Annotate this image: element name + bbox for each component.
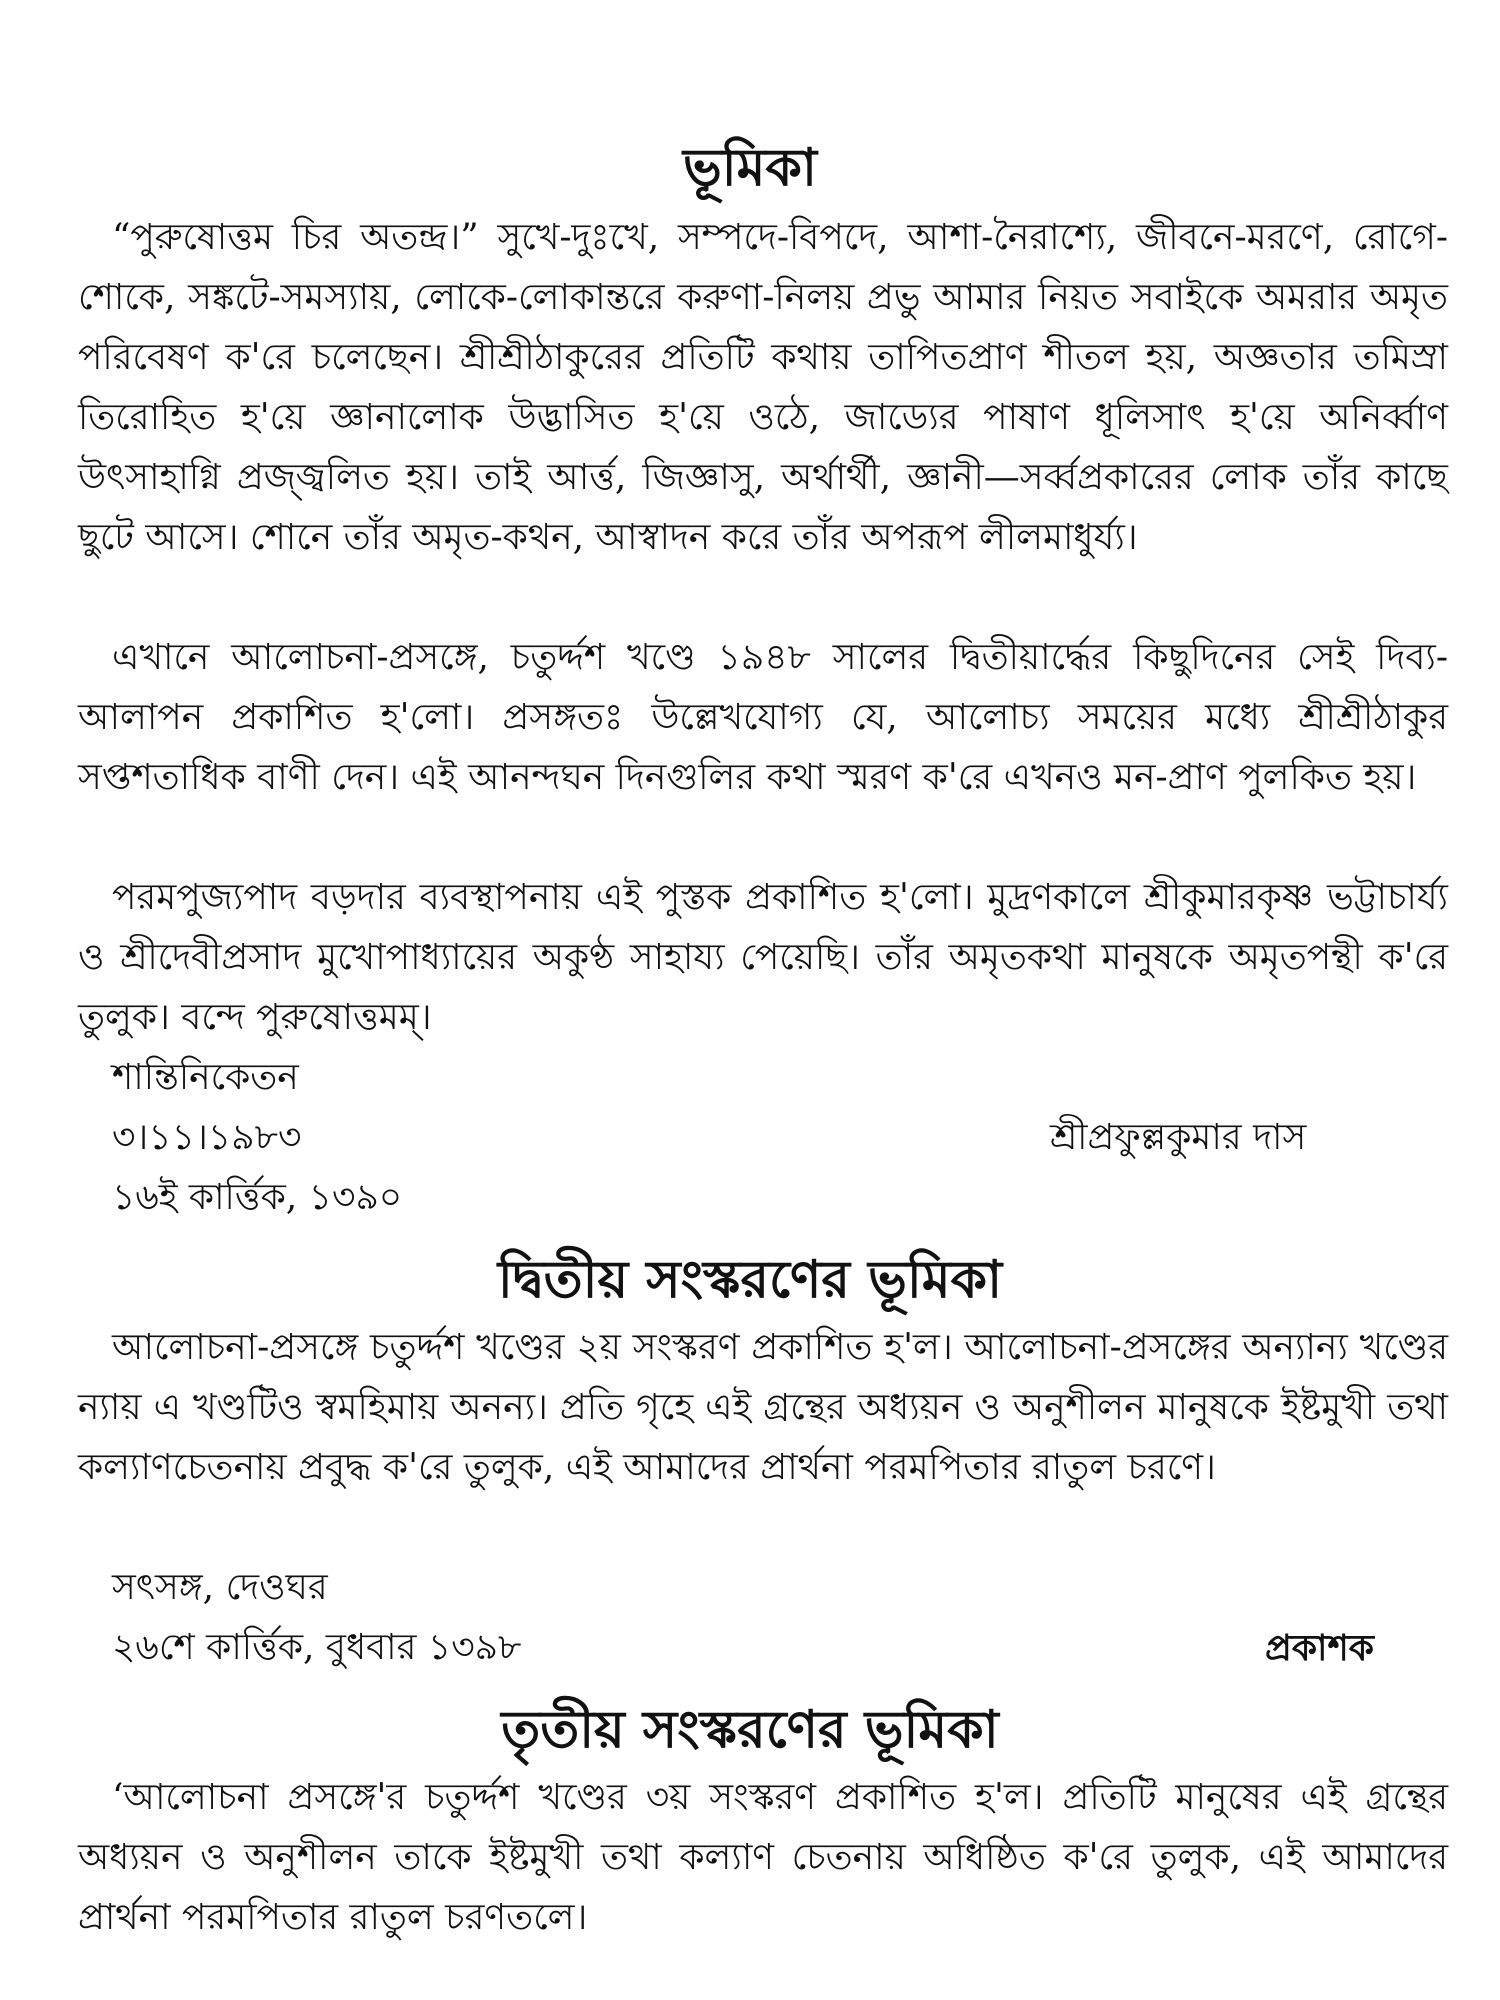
preface-date-bengali: ১৬ই কার্ত্তিক, ১৩৯০ — [112, 1177, 403, 1218]
preface-author: শ্রীপ্রফুল্লকুমার দাস — [1050, 1117, 1307, 1158]
publisher-label: প্রকাশক — [1265, 1627, 1374, 1669]
second-edition-place: সৎসঙ্গ, দেওঘর — [112, 1567, 328, 1608]
preface-paragraph-3: পরমপুজ্যপাদ বড়দার ব্যবস্থাপনায় এই পুস্তক প্রকাশিত হ'লো। মুদ্রণকালে শ্রীকুমারকৃষ্ণ ভট্টাচার্য্য ও শ্রীদেবীপ্রসাদ মুখোপাধ্যায়ের অকুণ্ঠ সাহায্য পেয়েছি। তাঁর অমৃতকথা মানুষকে অমৃতপন্থী ক'রে তুলুক। বন্দে পুরুষোত্তমম্। — [78, 877, 1448, 1038]
preface-date: ৩।১১।১৯৮৩ — [112, 1117, 302, 1158]
second-edition-paragraph: আলোচনা-প্রসঙ্গে চতুর্দ্দশ খণ্ডের ২য় সংস্করণ প্রকাশিত হ'ল। আলোচনা-প্রসঙ্গের অন্যান্য খণ্ডের ন্যায় এ খণ্ডটিও স্বমহিমায় অনন্য। প্রতি গৃহে এই গ্রন্থের অধ্যয়ন ও অনুশীলন মানুষকে ইষ্টমুখী তথা কল্যাণচেতনায় প্রবুদ্ধ ক'রে তুলুক, এই আমাদের প্রার্থনা পরমপিতার রাতুল চরণে। — [78, 1327, 1448, 1488]
second-edition-title: দ্বিতীয় সংস্করণের ভূমিকা — [497, 1249, 1003, 1310]
preface-title: ভূমিকা — [683, 137, 817, 198]
preface-paragraph-2: এখানে আলোচনা-প্রসঙ্গে, চতুর্দ্দশ খণ্ডে ১৯৪৮ সালের দ্বিতীয়ার্দ্ধের কিছুদিনের সেই দিব্য-আলাপন প্রকাশিত হ'লো। প্রসঙ্গতঃ উল্লেখযোগ্য যে, আলোচ্য সময়ের মধ্যে শ্রীশ্রীঠাকুর সপ্তশতাধিক বাণী দেন। এই আনন্দঘন দিনগুলির কথা স্মরণ ক'রে এখনও মন-প্রাণ পুলকিত হয়। — [78, 637, 1448, 798]
preface-paragraph-1: “পুরুষোত্তম চির অতন্দ্র।” সুখে-দুঃখে, সম্পদে-বিপদে, আশা-নৈরাশ্যে, জীবনে-মরণে, রোগে-শোকে, সঙ্কটে-সমস্যায়, লোকে-লোকান্তরে করুণা-নিলয় প্রভু আমার নিয়ত সবাইকে অমরার অমৃত পরিবেষণ ক'রে চলেছেন। শ্রীশ্রীঠাকুরের প্রতিটি কথায় তাপিতপ্রাণ শীতল হয়, অজ্ঞতার তমিস্রা তিরোহিত হ'য়ে জ্ঞানালোক উদ্ভাসিত হ'য়ে ওঠে, জাড্যের পাষাণ ধূলিসাৎ হ'য়ে অনির্ব্বাণ উৎসাহাগ্নি প্রজ্জ্বলিত হয়। তাই আর্ত্ত, জিজ্ঞাসু, অর্থার্থী, জ্ঞানী—সর্ব্বপ্রকারের লোক তাঁর কাছে ছুটে আসে। শোনে তাঁর অমৃত-কথন, আস্বাদন করে তাঁর অপরূপ লীলমাধুর্য্য। — [78, 217, 1448, 558]
third-edition-title: তৃতীয় সংস্করণের ভূমিকা — [501, 1699, 999, 1760]
preface-place: শান্তিনিকেতন — [112, 1057, 299, 1098]
second-edition-date: ২৬শে কার্ত্তিক, বুধবার ১৩৯৮ — [112, 1627, 522, 1668]
third-edition-paragraph: ‘আলোচনা প্রসঙ্গে'র চতুর্দ্দশ খণ্ডের ৩য় সংস্করণ প্রকাশিত হ'ল। প্রতিটি মানুষের এই গ্রন্থের অধ্যয়ন ও অনুশীলন তাকে ইষ্টমুখী তথা কল্যাণ চেতনায় অধিষ্ঠিত ক'রে তুলুক, এই আমাদের প্রার্থনা পরমপিতার রাতুল চরণতলে। — [78, 1777, 1448, 1938]
